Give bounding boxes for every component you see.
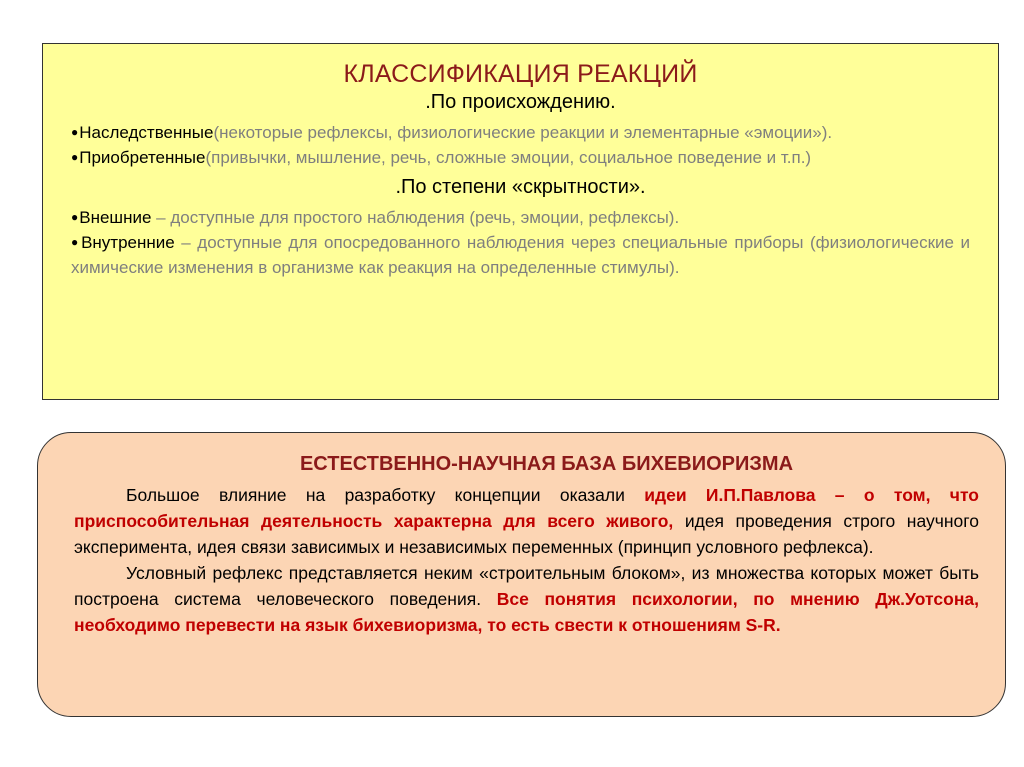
p1-plain-start: Большое влияние на разработку концепции оказали	[126, 485, 645, 505]
item-external-text: – доступные для простого наблюдения (речь, эмоции, рефлексы).	[151, 208, 680, 227]
classification-title: КЛАССИФИКАЦИЯ РЕАКЦИЙ	[343, 60, 698, 88]
item-internal	[71, 230, 970, 280]
behaviorism-paragraph-2	[74, 560, 979, 638]
item-internal-text: – доступные для опосредованного наблюдения через специальные приборы (физиологические и химические изменения в организме как реакция на определенные стимулы).	[71, 233, 971, 277]
item-hereditary-text: (некоторые рефлексы, физиологические реакции и элементарные «эмоции»).	[213, 123, 833, 142]
hiddenness-heading: .По степени «скрытности».	[395, 176, 646, 198]
item-external	[71, 205, 970, 230]
bullet-icon: ●	[71, 210, 79, 224]
bullet-icon: ●	[71, 125, 79, 139]
item-hereditary-lead: Наследственные	[79, 123, 214, 142]
item-acquired	[71, 145, 970, 170]
item-acquired-text: (привычки, мышление, речь, сложные эмоции, социальное поведение и т.п.)	[205, 148, 812, 167]
item-acquired-lead: Приобретенные	[79, 148, 206, 167]
p1-highlight: идеи И.П.Павлова – о том, что приспособительная деятельность характерна для всего живого,	[74, 485, 979, 531]
behaviorism-title: ЕСТЕСТВЕННО-НАУЧНАЯ БАЗА БИХЕВИОРИЗМА	[299, 453, 794, 475]
origin-heading: .По происхождению.	[425, 91, 616, 113]
item-internal-lead: Внутренние	[81, 233, 175, 252]
item-hereditary	[71, 120, 970, 145]
behaviorism-paragraph-1	[74, 482, 979, 560]
p2-plain: Условный рефлекс представляется неким «строительным блоком», из множества которых может быть построена система человеческого поведения.	[74, 563, 979, 609]
item-external-lead: Внешние	[79, 208, 152, 227]
bullet-icon: ●	[71, 150, 79, 164]
bullet-icon: ●	[71, 235, 81, 249]
p2-highlight: Все понятия психологии, по мнению Дж.Уотсона, необходимо перевести на язык бихевиоризма, то есть свести к отношениям S-R.	[74, 589, 979, 635]
classification-box	[42, 43, 999, 400]
behaviorism-box	[37, 432, 1006, 717]
p1-plain-end: идея проведения строго научного эксперимента, идея связи зависимых и независимых переменных (принцип условного рефлекса).	[74, 511, 980, 557]
